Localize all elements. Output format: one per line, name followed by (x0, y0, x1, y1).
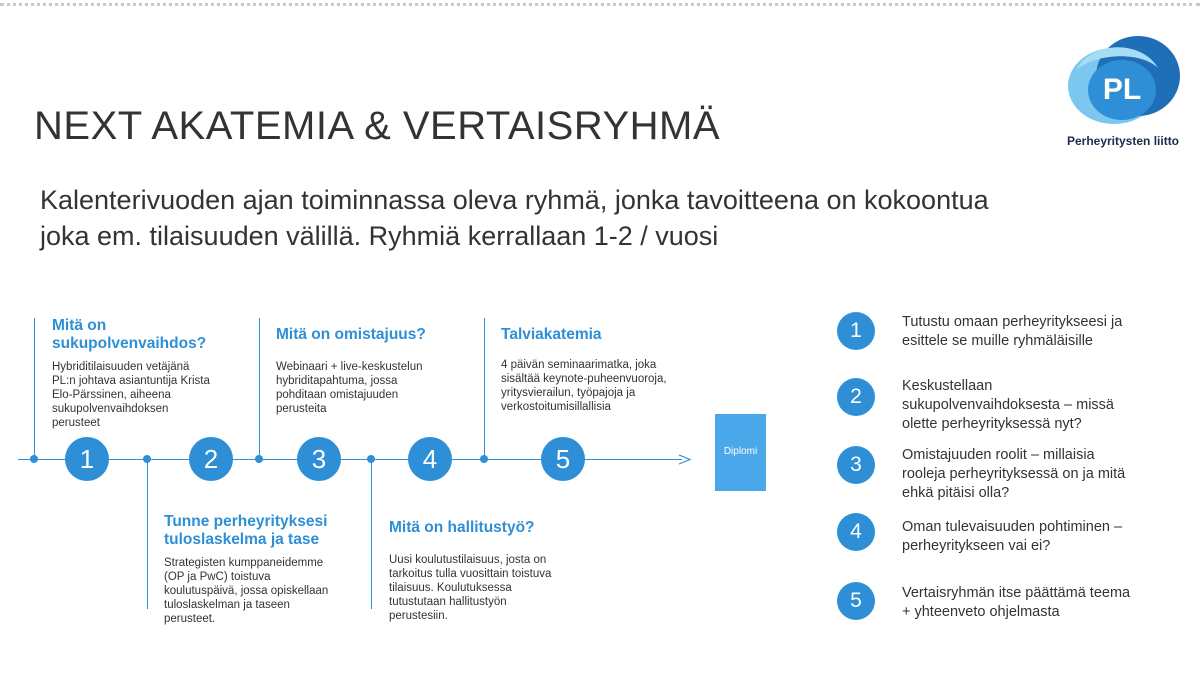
topic-number-badge: 2 (837, 378, 875, 416)
diploma-box: Diplomi (715, 414, 766, 491)
topic-line: + yhteenveto ohjelmasta (902, 604, 1060, 620)
subtitle-line: Kalenterivuoden ajan toiminnassa oleva ryhmä, jonka tavoitteena on kokoontua (40, 185, 989, 215)
timeline-dot (480, 455, 488, 463)
step-desc-line: Strategisten kumppaneidemme (164, 557, 324, 569)
step-4-description (389, 553, 551, 623)
step-3-description (276, 360, 423, 416)
connector-step-5 (484, 318, 485, 460)
step-number-badge: 3 (297, 437, 341, 481)
connector-step-2 (147, 459, 148, 609)
step-title-line: Mitä on (52, 317, 107, 334)
slide-top-border (0, 3, 1200, 6)
timeline-dot (143, 455, 151, 463)
logo-initials: PL (1102, 73, 1142, 106)
step-desc-line: 4 päivän seminaarimatka, joka (501, 359, 657, 371)
connector-step-3 (259, 318, 260, 460)
topic-line: esittele se muille ryhmäläisille (902, 333, 1093, 349)
step-desc-line: sukupolvenvaihdoksen (52, 403, 169, 415)
step-title-line: Tunne perheyrityksesi (164, 513, 328, 530)
topic-number-badge: 5 (837, 582, 875, 620)
step-desc-line: tilaisuus. Koulutuksessa (389, 582, 512, 594)
topic-line: Keskustellaan (902, 378, 993, 394)
step-desc-line: tutustutaan hallitustyön (389, 596, 507, 608)
topic-line: Vertaisryhmän itse päättämä teema (902, 585, 1131, 601)
slide-subtitle (40, 182, 1140, 254)
connector-step-4 (371, 459, 372, 609)
topic-text (902, 377, 1172, 434)
topic-text (902, 446, 1172, 503)
timeline-dot (367, 455, 375, 463)
step-desc-line: pohditaan omistajuuden (276, 389, 399, 401)
topic-number-badge: 4 (837, 513, 875, 551)
step-number-badge: 2 (189, 437, 233, 481)
step-title-line: sukupolvenvaihdos? (52, 335, 207, 352)
step-2-description (164, 556, 328, 626)
step-desc-line: verkostoitumisillallisia (501, 401, 611, 413)
step-desc-line: perusteita (276, 403, 327, 415)
logo-name: Perheyritysten liitto (1066, 134, 1180, 148)
arrow-right-icon (678, 454, 692, 465)
topic-line: Oman tulevaisuuden pohtiminen – (902, 519, 1123, 535)
topic-line: perheyritykseen vai ei? (902, 538, 1051, 554)
step-desc-line: tuloslaskelman ja taseen (164, 599, 290, 611)
slide-title: NEXT AKATEMIA & VERTAISRYHMÄ (34, 104, 721, 148)
step-1-title (52, 317, 206, 353)
step-title-line: Talviakatemia (501, 326, 602, 343)
step-3-title (276, 326, 426, 344)
step-desc-line: Elo-Pärssinen, aiheena (52, 389, 171, 401)
topic-text (902, 518, 1172, 556)
topic-line: ehkä pitäisi olla? (902, 485, 1010, 501)
connector-step-1 (34, 318, 35, 460)
topic-number-badge: 3 (837, 446, 875, 484)
step-desc-line: PL:n johtava asiantuntija Krista (52, 375, 210, 387)
step-5-description (501, 358, 667, 414)
topic-text (902, 584, 1172, 622)
topic-line: rooleja perheyrityksessä on ja mitä (902, 466, 1126, 482)
step-desc-line: tarkoitus tulla vuosittain toistuva (389, 568, 552, 580)
step-title-line: tuloslaskelma ja tase (164, 531, 320, 548)
step-title-line: Mitä on hallitustyö? (389, 519, 535, 536)
step-4-title (389, 519, 535, 537)
topic-line: Omistajuuden roolit – millaisia (902, 447, 1095, 463)
step-title-line: Mitä on omistajuus? (276, 326, 426, 343)
step-number-badge: 5 (541, 437, 585, 481)
step-desc-line: Webinaari + live-keskustelun (276, 361, 423, 373)
subtitle-line: joka em. tilaisuuden välillä. Ryhmiä kerrallaan 1-2 / vuosi (40, 221, 719, 251)
step-desc-line: yritysvierailun, työpajoja ja (501, 387, 636, 399)
step-number-badge: 1 (65, 437, 109, 481)
step-desc-line: perustesiin. (389, 610, 448, 622)
topic-line: Tutustu omaan perheyritykseesi ja (902, 314, 1123, 330)
timeline-dot (30, 455, 38, 463)
pl-logo (1058, 30, 1188, 150)
step-desc-line: Hybriditilaisuuden vetäjänä (52, 361, 190, 373)
pl-logo-icon (1062, 30, 1184, 130)
step-desc-line: sisältää keynote-puheenvuoroja, (501, 373, 667, 385)
step-desc-line: perusteet (52, 417, 100, 429)
topic-line: olette perheyrityksessä nyt? (902, 416, 1082, 432)
timeline-dot (255, 455, 263, 463)
topic-line: sukupolvenvaihdoksesta – missä (902, 397, 1114, 413)
step-desc-line: koulutuspäivä, jossa opiskellaan (164, 585, 329, 597)
step-5-title (501, 326, 602, 344)
step-number-badge: 4 (408, 437, 452, 481)
step-desc-line: Uusi koulutustilaisuus, josta on (389, 554, 547, 566)
step-2-title (164, 513, 327, 549)
step-desc-line: (OP ja PwC) toistuva (164, 571, 271, 583)
topic-number-badge: 1 (837, 312, 875, 350)
step-desc-line: perusteet. (164, 613, 216, 625)
topic-text (902, 313, 1172, 351)
step-desc-line: hybriditapahtuma, jossa (276, 375, 398, 387)
step-1-description (52, 360, 210, 430)
